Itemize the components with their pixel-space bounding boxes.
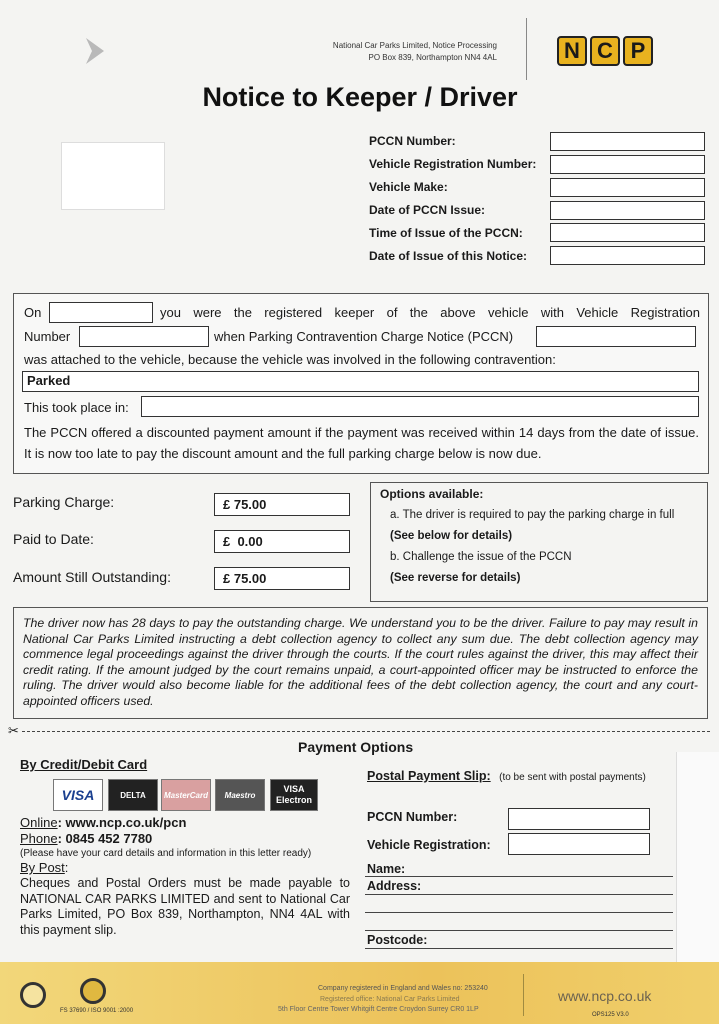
slip-name-line[interactable] [365,876,673,877]
card-note: (Please have your card details and information in this letter ready) [20,848,312,859]
charge-value-outstanding [214,567,350,590]
charge-amount-parking: £ 75.00 [223,497,267,512]
slip-address-line-3[interactable] [365,930,673,931]
slip-pccn-field[interactable] [508,808,650,830]
charge-value-paid [214,530,350,553]
footer-office: Registered office: National Car Parks Limited [320,996,460,1003]
footer-band [0,962,719,1024]
slip-vehicle-label: Vehicle Registration: [367,838,491,852]
notice-section [13,293,709,474]
charge-amount-outstanding: £ 75.00 [223,571,267,586]
iso-badge-icon [80,978,106,1004]
footer-website[interactable]: www.ncp.co.uk [558,988,652,1004]
detail-label-pccn-time: Time of Issue of the PCCN: [369,226,523,240]
detail-label-pccn: PCCN Number: [369,134,456,148]
footer-address: 5th Floor Centre Tower Whitgift Centre Croydon Surrey CR0 1LP [278,1006,479,1013]
post-text: Cheques and Postal Orders must be made payable to NATIONAL CAR PARKS LIMITED and sent to National Car Parks Limited, PO Box 839, Northampton, NN4 4AL with this payment slip. [20,876,350,937]
slip-title: Postal Payment Slip: [367,769,491,783]
detail-label-make: Vehicle Make: [369,180,448,194]
notice-registered-text: you were the registered keeper of the above vehicle with Vehicle Registration [160,305,700,320]
phone-line [20,831,152,846]
visa-card-icon: VISA [53,779,103,811]
footer-iso: FS 37690 / ISO 9001 :2000 [60,1008,134,1014]
logo-letter-n: N [557,36,587,66]
detail-label-notice-date: Date of Issue of this Notice: [369,249,528,263]
charge-label-paid: Paid to Date: [13,531,94,547]
sender-address: National Car Parks Limited, Notice Processing PO Box 839, Northampton NN4 4AL [332,41,497,62]
address-window [61,142,165,210]
charge-label-outstanding: Amount Still Outstanding: [13,569,171,585]
option-b-note: (See reverse for details) [390,572,521,584]
post-label: By Post [20,860,65,875]
charge-label-parking: Parking Charge: [13,494,115,510]
footer-divider [523,974,524,1016]
option-a-note: (See below for details) [390,530,513,542]
slip-title-line [367,767,646,785]
slip-name-label: Name: [367,862,406,876]
warning-text: The driver now has 28 days to pay the outstanding charge. We understand you to be the driver. Failure to pay may result in National Car Parks Limited instructing a debt collection agency to collect any sum due. The debt collection agency may commence legal proceedings against the driver through the courts. If the court rules against the driver, this may affect their credit rating. If the amount judged by the court remains unpaid, a court-appointed officer may be instructed to enforce the ruling. The driver would also become liable for the additional fees of the debt collection agency, the court and any court-appointed officers used. [23,616,698,708]
notice-took-place-label: This took place in: [24,400,129,415]
contravention-field[interactable] [22,371,699,392]
certification-seal-icon [20,982,46,1008]
online-line [20,815,186,830]
header-divider [526,18,527,80]
charge-amount-paid: £ 0.00 [223,534,263,549]
charge-value-parking [214,493,350,516]
keeper-date-field[interactable] [49,302,153,323]
warning-box [13,607,708,719]
slip-pccn-label: PCCN Number: [367,810,458,824]
contravention-value: Parked [27,373,71,388]
maestro-card-icon: Maestro [215,779,265,811]
detail-field-notice-date[interactable] [550,246,705,265]
detail-field-pccn-date[interactable] [550,201,705,220]
card-heading: By Credit/Debit Card [20,757,148,772]
slip-vehicle-field[interactable] [508,833,650,855]
cut-line [22,731,710,732]
slip-edge-tab [676,752,719,964]
chevron-mark-icon [82,36,110,66]
options-box [370,482,708,602]
keeper-vrn-field[interactable] [79,326,209,347]
slip-address-label: Address: [367,879,422,893]
keeper-pccn-field[interactable] [536,326,696,347]
notice-attached-text: was attached to the vehicle, because the vehicle was involved in the following contravention: [24,352,556,367]
slip-postcode-label: Postcode: [367,933,428,947]
detail-label-vrn: Vehicle Registration Number: [369,157,537,171]
slip-address-line-2[interactable] [365,912,673,913]
slip-note: (to be sent with postal payments) [499,772,646,783]
scissors-icon: ✂ [8,723,19,738]
options-title: Options available: [380,487,484,501]
option-b: b. Challenge the issue of the PCCN [390,551,572,563]
footer-code: OPS125 V3.0 [592,1012,629,1018]
logo-letter-c: C [590,36,620,66]
online-url[interactable]: : www.ncp.co.uk/pcn [57,815,187,830]
online-label: Online [20,815,58,830]
ncp-logo [557,36,653,66]
visa-electron-card-icon: VISA Electron [270,779,318,811]
phone-number: : 0845 452 7780 [57,831,153,846]
detail-field-pccn[interactable] [550,132,705,151]
post-colon: : [64,860,69,875]
logo-letter-p: P [623,36,653,66]
notice-discount-text: The PCCN offered a discounted payment amount if the payment was received within 14 days from the date of issue. It is now too late to pay the discount amount and the full parking charge below is now due. [24,425,699,461]
notice-number-label: Number [24,329,71,344]
slip-address-line-1[interactable] [365,894,673,895]
delta-card-icon: DELTA [108,779,158,811]
phone-label: Phone [20,831,58,846]
footer-registered: Company registered in England and Wales no: 253240 [318,985,488,992]
detail-field-make[interactable] [550,178,705,197]
mastercard-icon: MasterCard [161,779,211,811]
notice-when-text: when Parking Contravention Charge Notice (PCCN) [214,329,514,344]
location-field[interactable] [141,396,699,417]
page-title: Notice to Keeper / Driver [202,82,518,112]
payment-options-title: Payment Options [298,739,414,755]
detail-field-vrn[interactable] [550,155,705,174]
post-line [20,860,68,875]
notice-on-label: On [24,305,42,320]
slip-postcode-line[interactable] [365,948,673,949]
detail-label-pccn-date: Date of PCCN Issue: [369,203,486,217]
option-a: a. The driver is required to pay the parking charge in full [390,509,675,521]
detail-field-pccn-time[interactable] [550,223,705,242]
